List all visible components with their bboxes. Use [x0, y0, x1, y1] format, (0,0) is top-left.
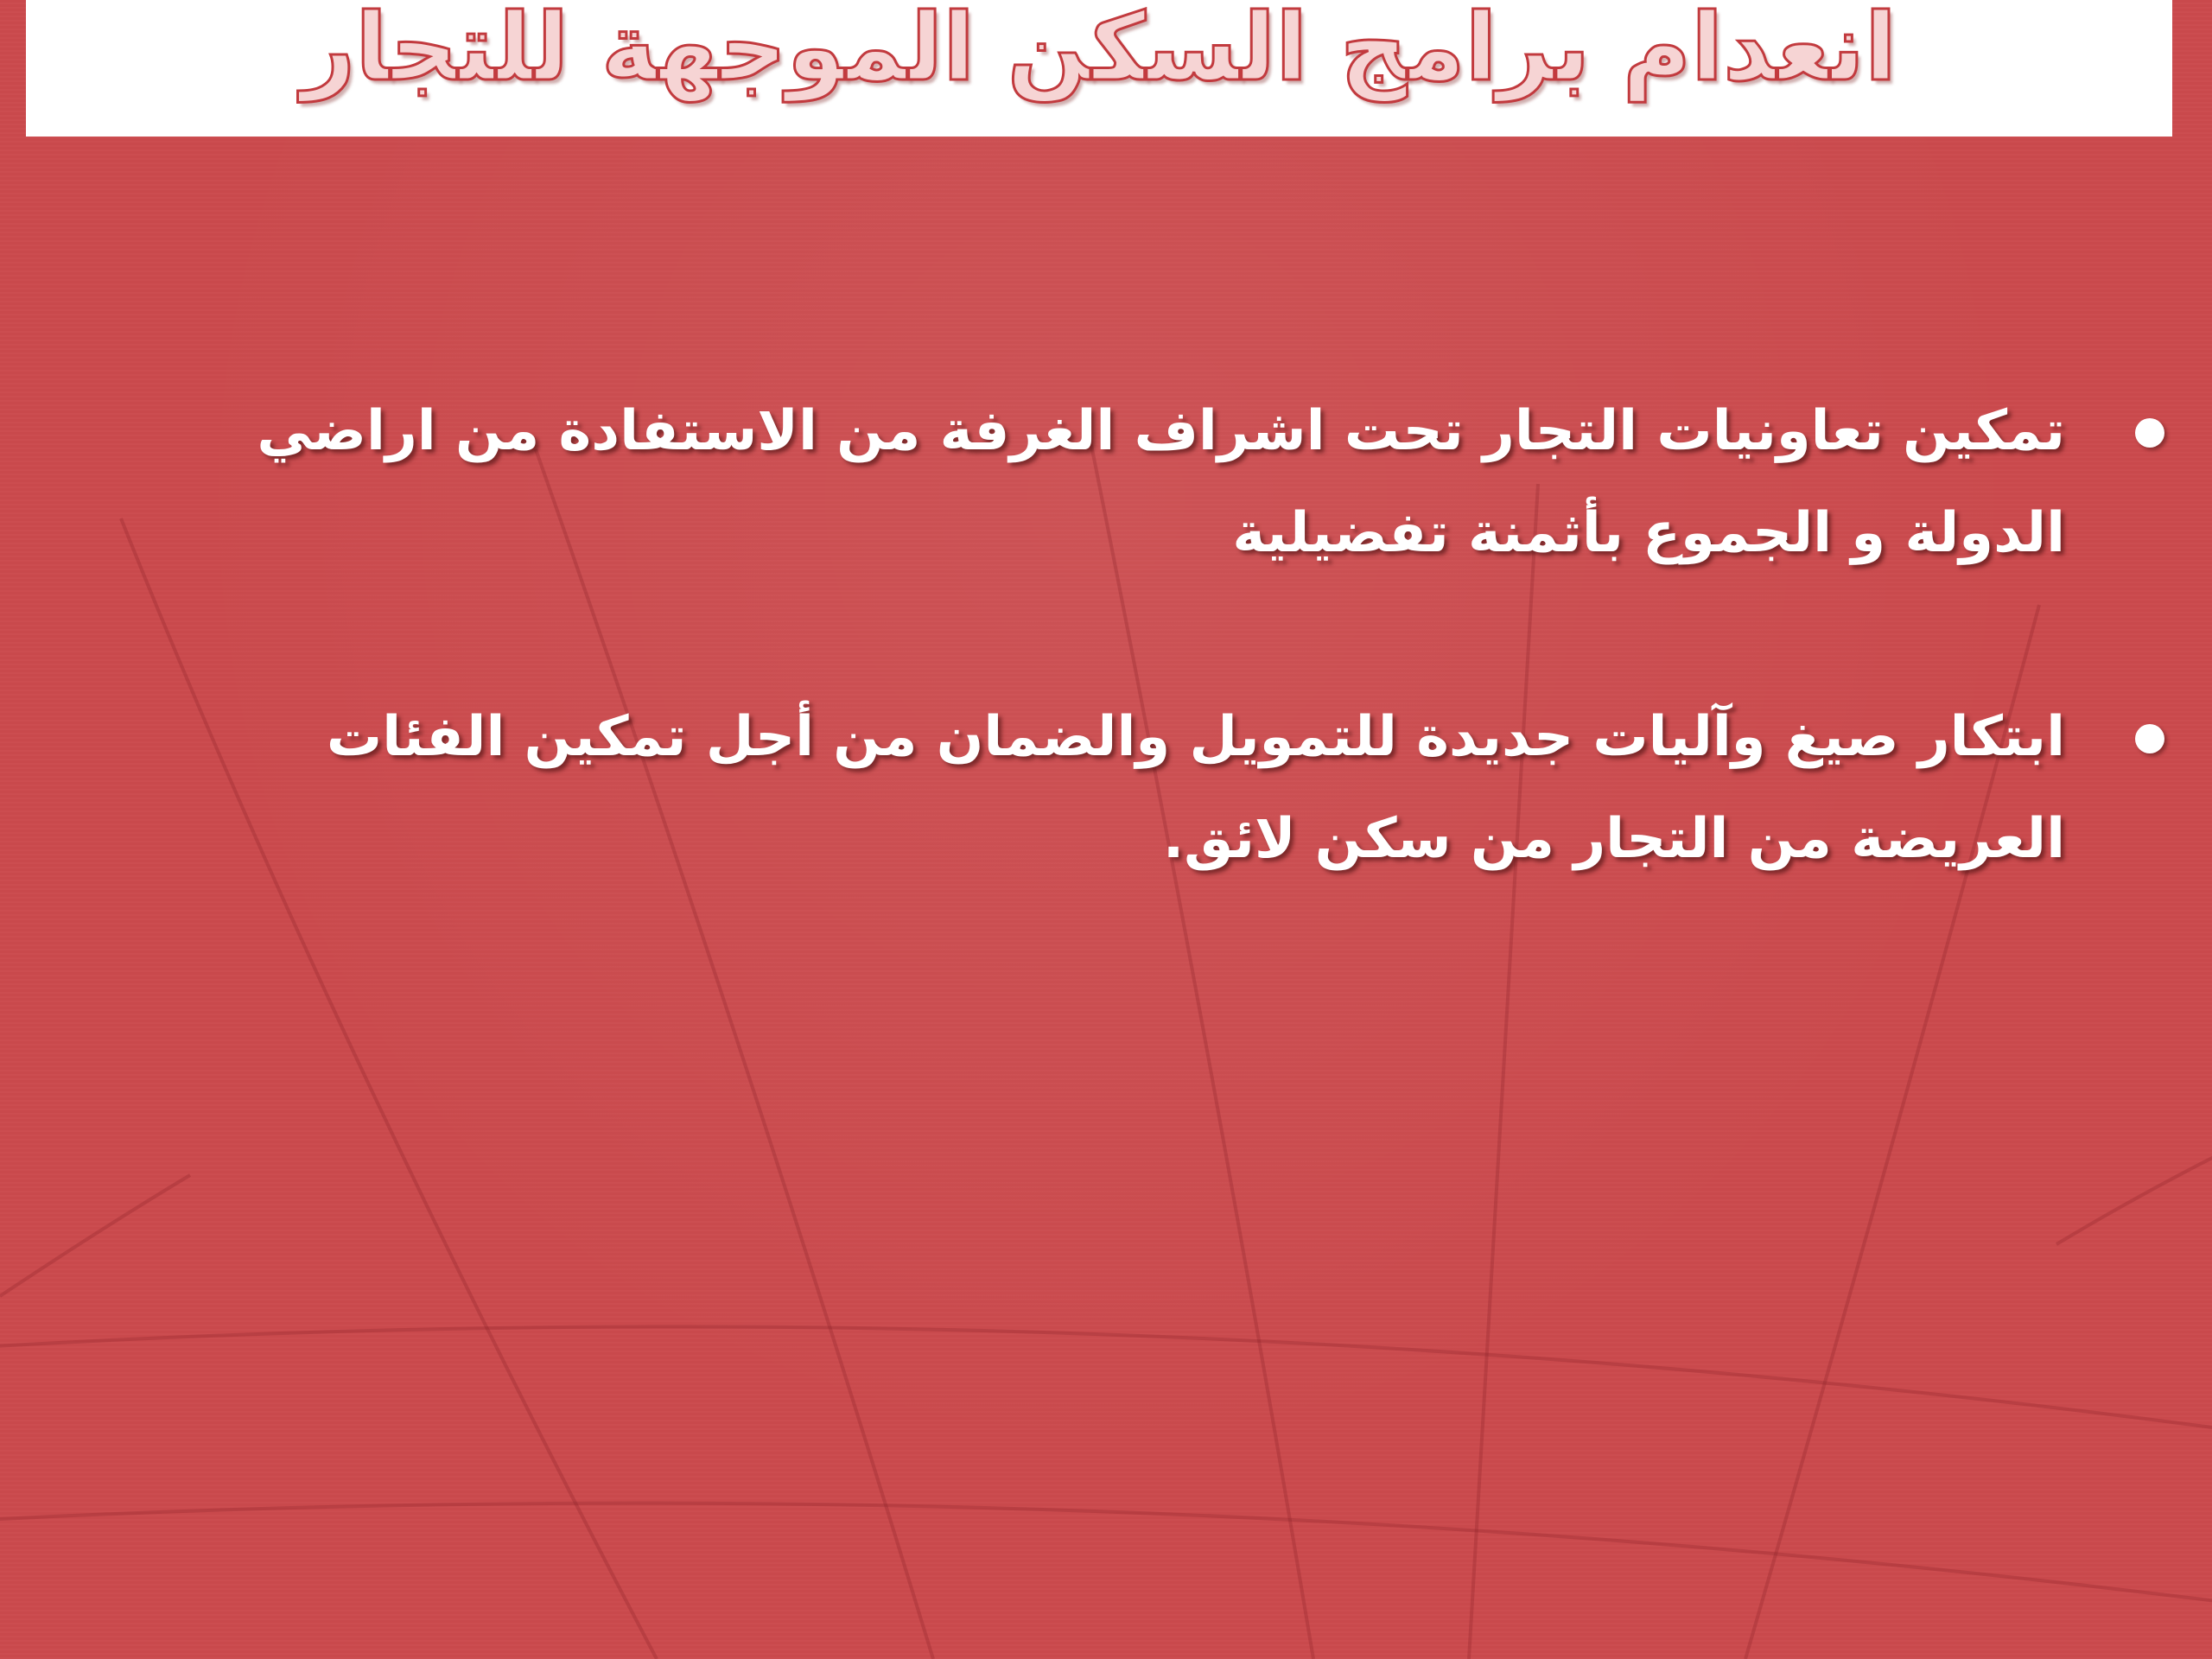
bullet-line: تمكين تعاونيات التجار تحت اشراف الغرفة من الاستفادة من اراضي [257, 399, 2065, 463]
slide-title: انعدام برامج السكن الموجهة للتجار [301, 0, 1897, 102]
bullet-item [0, 686, 2065, 890]
bullet-line: ابتكار صيغ وآليات جديدة للتمويل والضمان من أجل تمكين الفئات [326, 705, 2065, 769]
bullet-line: الدولة و الجموع بأثمنة تفضيلية [1232, 501, 2065, 565]
bullet-item [0, 380, 2065, 584]
bullet-dot-icon [2135, 418, 2164, 448]
title-banner [26, 0, 2172, 137]
bullet-line: العريضة من التجار من سكن لائق. [1162, 807, 2065, 871]
bullet-list [0, 380, 2212, 1400]
bullet-dot-icon [2135, 724, 2164, 753]
